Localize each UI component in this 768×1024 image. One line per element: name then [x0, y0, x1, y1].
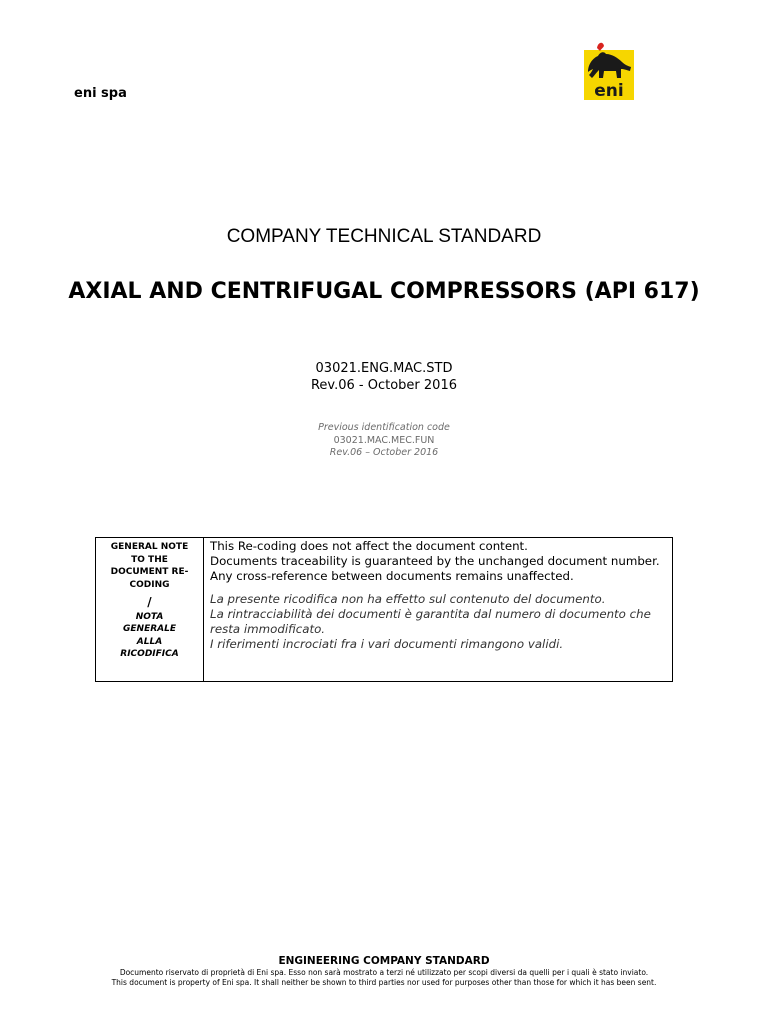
document-code: 03021.ENG.MAC.STD — [315, 361, 453, 376]
note-text-en: Documents traceability is guaranteed by the unchanged document number. — [210, 554, 660, 568]
document-revision: Rev.06 - October 2016 — [310, 378, 457, 393]
svg-text:eni: eni — [594, 81, 624, 100]
note-text-it: I riferimenti incrociati fra i vari documenti rimangono validi. — [210, 637, 564, 651]
note-content-cell — [204, 538, 672, 681]
note-label-en-line: TO THE — [131, 554, 168, 565]
previous-code-block — [0, 422, 768, 460]
previous-code: 03021.MAC.MEC.FUN — [333, 434, 435, 446]
footer-confidentiality-en: This document is property of Eni spa. It shall neither be shown to third parties nor used for purposes other than those for which it has been sent. — [111, 978, 657, 987]
note-label-it-line: ALLA — [136, 636, 163, 647]
previous-code-label: Previous identification code — [318, 422, 450, 433]
note-label-en-line: GENERAL NOTE — [110, 542, 189, 552]
note-label-cell — [96, 538, 204, 681]
footer-confidentiality-it: Documento riservato di proprietà di Eni spa. Esso non sarà mostrato a terzi né utilizzato per scopi diversi da quelli per i quali è stato inviato. — [119, 968, 649, 977]
company-name: eni spa — [74, 86, 127, 101]
note-text-it: La rintracciabilità dei documenti è garantita dal numero di documento che resta immodificato. — [210, 607, 651, 636]
note-label-separator: / — [147, 595, 152, 609]
note-label-en-line: DOCUMENT RE- — [110, 567, 189, 577]
note-label-en-line: CODING — [129, 579, 170, 590]
note-label-it-line: NOTA — [135, 611, 164, 622]
note-text-it: La presente ricodifica non ha effetto sul contenuto del documento. — [210, 592, 606, 606]
previous-revision: Rev.06 – October 2016 — [329, 447, 439, 458]
document-title: AXIAL AND CENTRIFUGAL COMPRESSORS (API 617) — [68, 279, 700, 304]
footer-title: ENGINEERING COMPANY STANDARD — [278, 955, 490, 967]
note-text-en: This Re-coding does not affect the document content. — [210, 539, 528, 553]
eni-logo — [584, 42, 634, 100]
note-label-it-line: RICODIFICA — [120, 649, 179, 659]
note-text-en: Any cross-reference between documents remains unaffected. — [210, 569, 574, 583]
standard-type: COMPANY TECHNICAL STANDARD — [226, 226, 542, 247]
note-label-it-line: GENERALE — [123, 624, 176, 634]
recoding-note-table — [95, 537, 673, 682]
document-code-block — [0, 360, 768, 394]
